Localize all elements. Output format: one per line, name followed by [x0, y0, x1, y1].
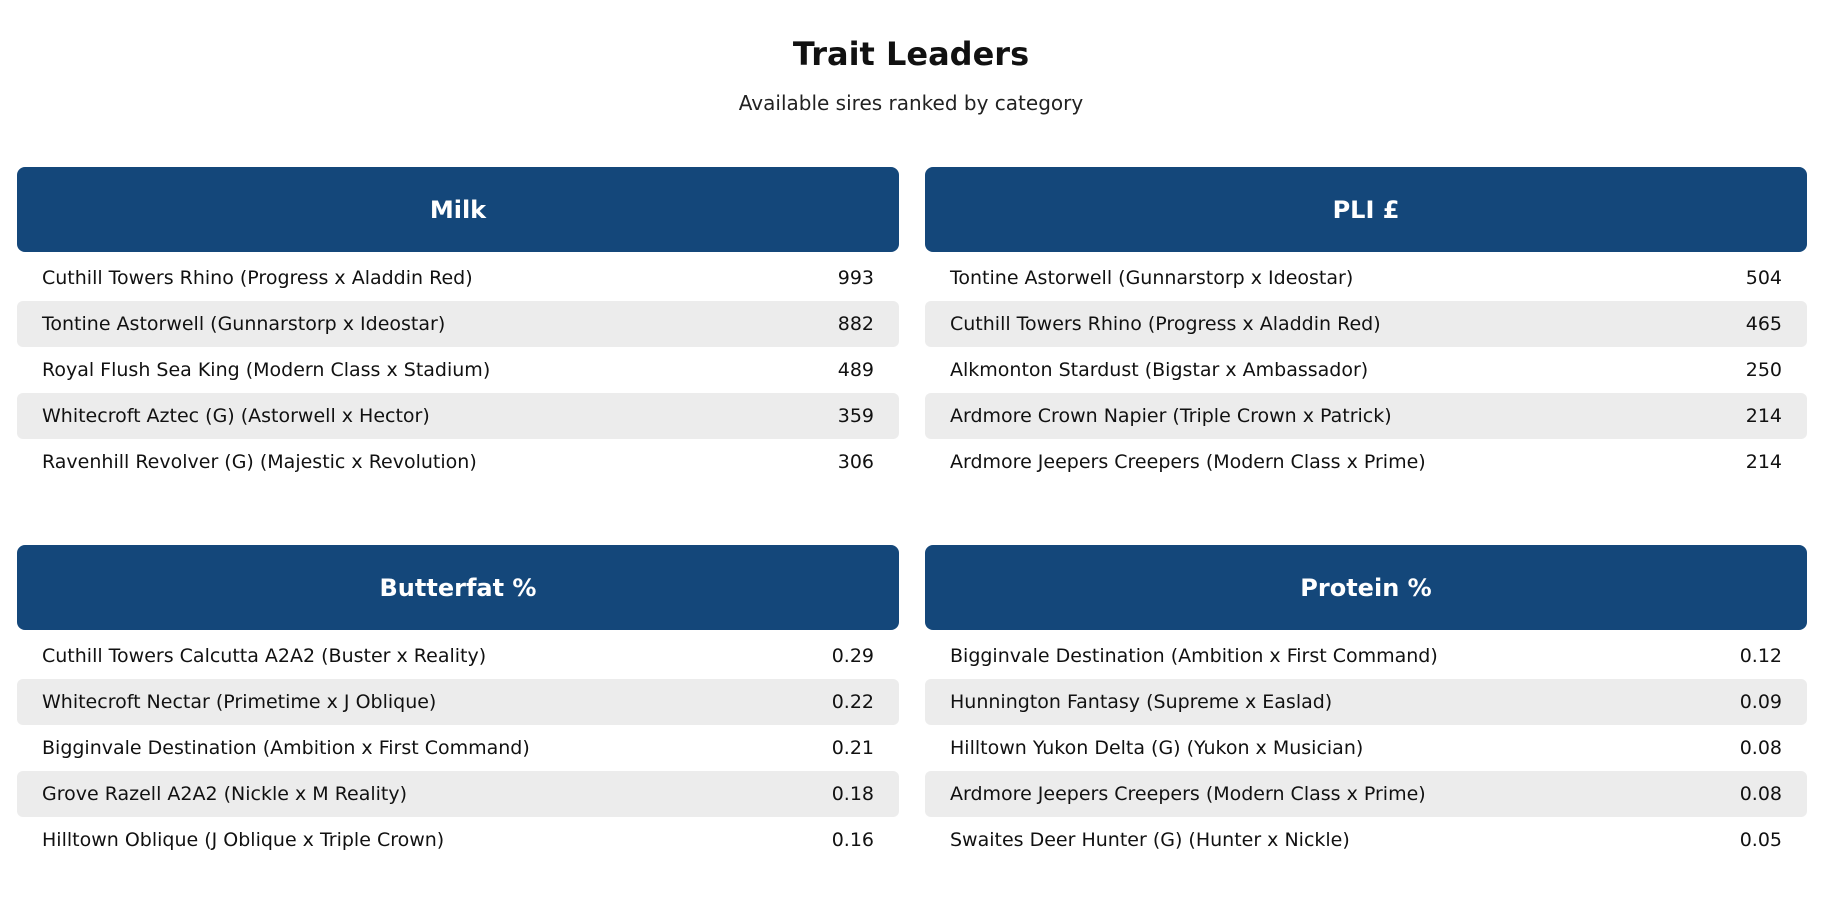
sire-name: Bigginvale Destination (Ambition x First Command): [42, 737, 530, 759]
leader-row: [17, 301, 899, 347]
trait-value: 250: [1745, 359, 1782, 381]
trait-value: 993: [837, 267, 874, 289]
leader-row: [17, 725, 899, 771]
leader-row: [925, 255, 1807, 301]
sire-name: Hunnington Fantasy (Supreme x Easlad): [950, 691, 1333, 713]
leader-list: [17, 255, 899, 485]
sire-name: Ardmore Jeepers Creepers (Modern Class x Prime): [950, 451, 1426, 473]
trait-value: 0.29: [831, 645, 874, 667]
leader-row: [925, 301, 1807, 347]
sire-name: Ravenhill Revolver (G) (Majestic x Revolution): [42, 451, 477, 473]
trait-value: 882: [837, 313, 874, 335]
trait-value: 214: [1745, 405, 1782, 427]
category-grid: [17, 167, 1807, 915]
sire-name: Hilltown Yukon Delta (G) (Yukon x Musician): [950, 737, 1364, 759]
trait-value: 489: [837, 359, 874, 381]
trait-value: 0.18: [831, 783, 874, 805]
sire-name: Swaites Deer Hunter (G) (Hunter x Nickle): [950, 829, 1350, 851]
trait-value: 0.08: [1739, 737, 1782, 759]
trait-value: 0.09: [1739, 691, 1782, 713]
sire-name: Cuthill Towers Rhino (Progress x Aladdin Red): [42, 267, 473, 289]
sire-name: Alkmonton Stardust (Bigstar x Ambassador): [950, 359, 1369, 381]
leader-row: [17, 633, 899, 679]
trait-value: 306: [837, 451, 874, 473]
page-title: Trait Leaders: [792, 35, 1030, 73]
category-header: Butterfat %: [17, 545, 899, 630]
leader-row: [925, 393, 1807, 439]
trait-value: 359: [837, 405, 874, 427]
sire-name: Ardmore Jeepers Creepers (Modern Class x Prime): [950, 783, 1426, 805]
trait-value: 0.21: [831, 737, 874, 759]
trait-value: 0.12: [1739, 645, 1782, 667]
leader-row: [17, 679, 899, 725]
sire-name: Ardmore Crown Napier (Triple Crown x Patrick): [950, 405, 1392, 427]
trait-value: 214: [1745, 451, 1782, 473]
category-card-pli: [925, 167, 1807, 485]
trait-value: 0.22: [831, 691, 874, 713]
trait-value: 0.16: [831, 829, 874, 851]
leader-list: [925, 633, 1807, 863]
sire-name: Tontine Astorwell (Gunnarstorp x Ideostar): [950, 267, 1354, 289]
trait-value: 465: [1745, 313, 1782, 335]
leader-row: [17, 255, 899, 301]
leader-row: [925, 817, 1807, 863]
leader-list: [17, 633, 899, 863]
category-card-milk: [17, 167, 899, 485]
leader-row: [925, 679, 1807, 725]
leader-row: [17, 771, 899, 817]
sire-name: Whitecroft Aztec (G) (Astorwell x Hector): [42, 405, 430, 427]
leader-row: [17, 439, 899, 485]
leader-row: [17, 347, 899, 393]
trait-value: 0.08: [1739, 783, 1782, 805]
sire-name: Cuthill Towers Calcutta A2A2 (Buster x Reality): [42, 645, 487, 667]
leader-row: [17, 393, 899, 439]
leader-row: [925, 347, 1807, 393]
leader-row: [925, 633, 1807, 679]
sire-name: Grove Razell A2A2 (Nickle x M Reality): [42, 783, 408, 805]
sire-name: Tontine Astorwell (Gunnarstorp x Ideostar): [42, 313, 446, 335]
category-header: PLI £: [925, 167, 1807, 252]
leader-row: [925, 725, 1807, 771]
category-header: Protein %: [925, 545, 1807, 630]
leader-list: [925, 255, 1807, 485]
category-card-butterfat: [17, 545, 899, 863]
sire-name: Bigginvale Destination (Ambition x First Command): [950, 645, 1438, 667]
sire-name: Whitecroft Nectar (Primetime x J Oblique): [42, 691, 437, 713]
leader-row: [925, 439, 1807, 485]
category-card-protein: [925, 545, 1807, 863]
leader-row: [925, 771, 1807, 817]
trait-value: 0.05: [1739, 829, 1782, 851]
page-subtitle: Available sires ranked by category: [738, 91, 1084, 115]
sire-name: Hilltown Oblique (J Oblique x Triple Crown): [42, 829, 445, 851]
category-header: Milk: [17, 167, 899, 252]
sire-name: Cuthill Towers Rhino (Progress x Aladdin Red): [950, 313, 1381, 335]
leader-row: [17, 817, 899, 863]
sire-name: Royal Flush Sea King (Modern Class x Stadium): [42, 359, 491, 381]
trait-value: 504: [1745, 267, 1782, 289]
